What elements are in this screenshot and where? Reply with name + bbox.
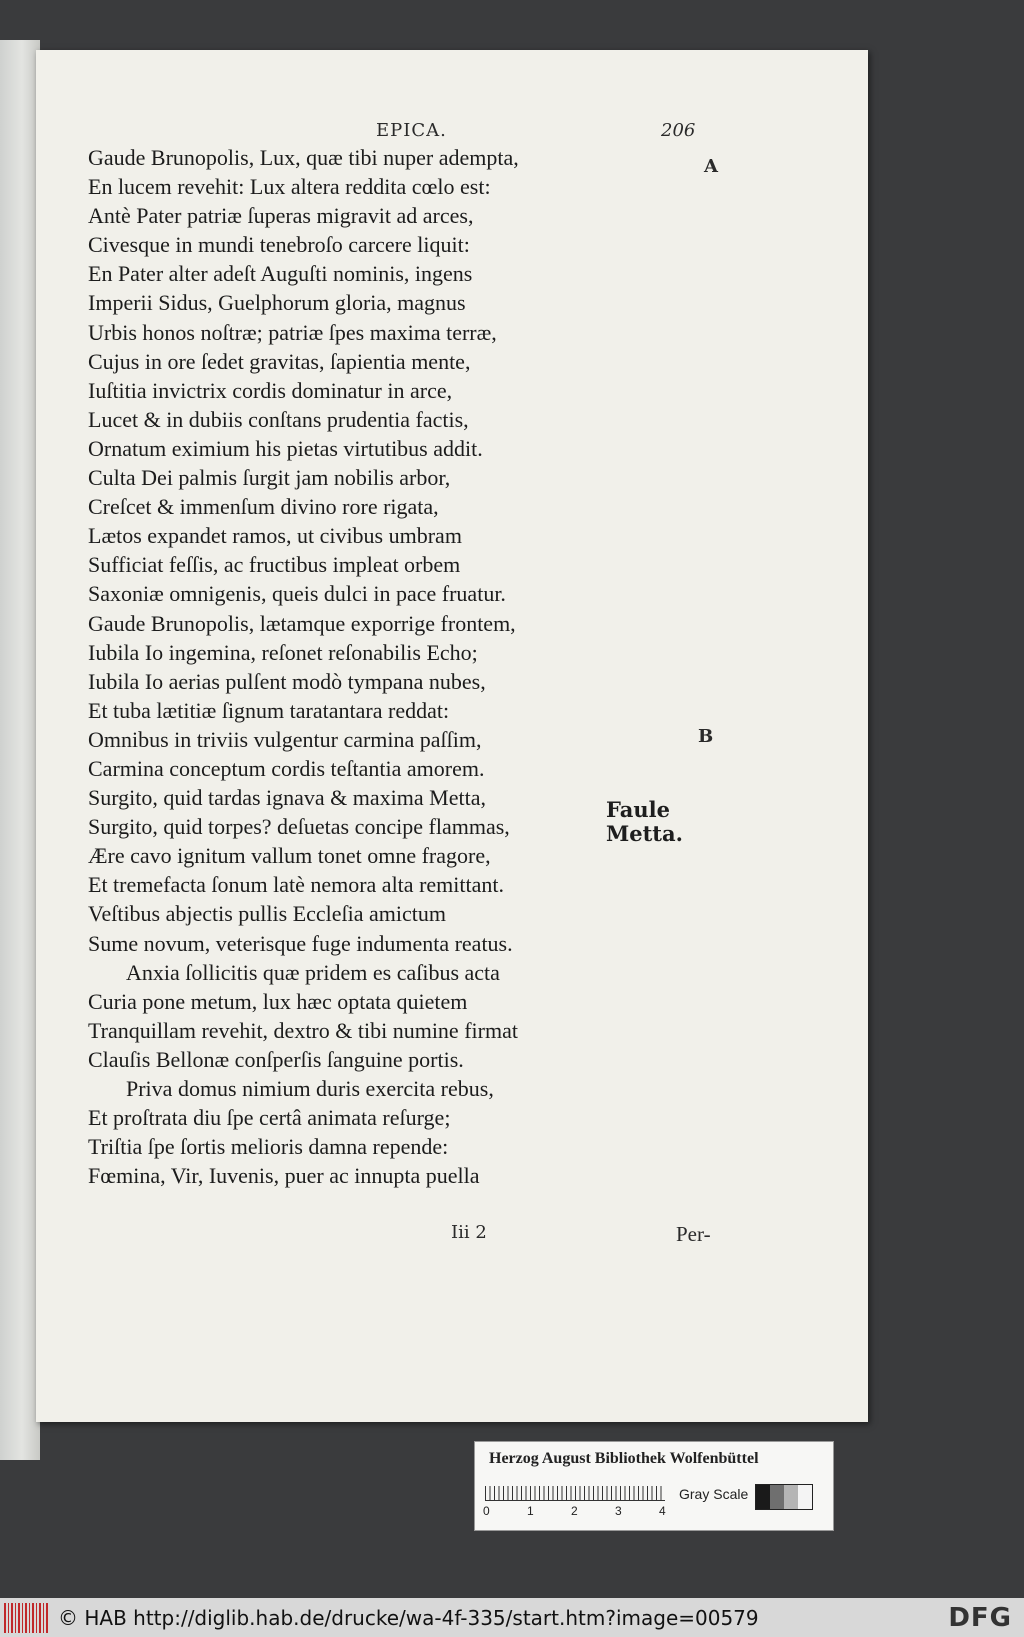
ruler <box>485 1486 665 1501</box>
verse-line: Imperii Sidus, Guelphorum gloria, magnus <box>88 290 466 316</box>
hab-logo-icon <box>4 1603 50 1633</box>
verse-line: Gaude Brunopolis, Lux, quæ tibi nuper adempta, <box>88 145 519 170</box>
verse-line: Omnibus in triviis vulgentur carmina paſſim, <box>88 726 482 752</box>
ruler-number: 4 <box>659 1504 666 1518</box>
verse-text <box>88 143 648 1190</box>
adjacent-page-edge <box>0 40 40 1460</box>
margin-gloss-line-1: Faule <box>606 797 670 822</box>
verse-line: Sume novum, veterisque fuge indumenta reatus. <box>88 930 513 956</box>
verse-line: Ære cavo ignitum vallum tonet omne fragore, <box>88 843 491 869</box>
footer-bar <box>0 1598 1024 1637</box>
verse-line: Et tuba lætitiæ ſignum taratantara reddat: <box>88 697 450 723</box>
gray-scale-label: Gray Scale <box>679 1486 749 1502</box>
verse-line: Curia pone metum, lux hæc optata quietem <box>88 988 468 1014</box>
verse-line: Surgito, quid tardas ignava & maxima Metta, <box>88 785 486 811</box>
verse-line: Antè Pater patriæ ſuperas migravit ad arces, <box>88 203 474 229</box>
gray-swatch-step <box>770 1485 784 1509</box>
verse-line: Veſtibus abjectis pullis Eccleſia amictum <box>88 901 447 927</box>
ruler-number: 3 <box>615 1504 622 1518</box>
verse-line: Surgito, quid torpes? deſuetas concipe flammas, <box>88 814 510 840</box>
verse-line: Ornatum eximium his pietas virtutibus addit. <box>88 435 483 461</box>
gray-scale-swatch <box>755 1484 813 1510</box>
verse-line: Tranquillam revehit, dextro & tibi numine firmat <box>88 1017 518 1043</box>
verse-line: Carmina conceptum cordis teſtantia amorem. <box>88 755 485 781</box>
catchword: Per- <box>676 1222 711 1246</box>
verse-line: Urbis honos noſtræ; patriæ ſpes maxima terræ, <box>88 319 497 345</box>
book-page <box>36 50 868 1422</box>
signature-mark: Iii 2 <box>451 1222 487 1243</box>
verse-line: Et tremefacta ſonum latè nemora alta remittant. <box>88 872 504 898</box>
dfg-logo: DFG <box>948 1602 1012 1633</box>
ruler-number: 1 <box>527 1504 534 1518</box>
folio-number: 206 <box>661 120 696 141</box>
copyright-url[interactable]: © HAB http://diglib.hab.de/drucke/wa-4f-335/start.htm?image=00579 <box>58 1605 759 1630</box>
verse-line: Cujus in ore ſedet gravitas, ſapientia mente, <box>88 348 471 374</box>
verse-line: Priva domus nimium duris exercita rebus, <box>126 1076 494 1101</box>
margin-gloss-line-2: Metta. <box>606 821 683 846</box>
ruler-number: 2 <box>571 1504 578 1518</box>
verse-line: Anxia ſollicitis quæ pridem es caſibus acta <box>126 959 500 985</box>
gray-swatch-step <box>798 1485 812 1509</box>
verse-line: Iubila Io aerias pulſent modò tympana nubes, <box>88 668 486 694</box>
verse-line: Iuſtitia invictrix cordis dominatur in arce, <box>88 377 453 403</box>
verse-line: En lucem revehit: Lux altera reddita cœlo est: <box>88 174 491 200</box>
verse-line: Culta Dei palmis ſurgit jam nobilis arbor, <box>88 465 451 491</box>
verse-line: Creſcet & immenſum divino rore rigata, <box>88 494 439 520</box>
library-name: Herzog August Bibliothek Wolfenbüttel <box>489 1450 759 1467</box>
verse-line: Fœmina, Vir, Iuvenis, puer ac innupta puella <box>88 1163 480 1189</box>
verse-line: Civesque in mundi tenebroſo carcere liquit: <box>88 232 470 258</box>
verse-line: Et proſtrata diu ſpe certâ animata reſurge; <box>88 1105 451 1131</box>
gray-swatch-step <box>756 1485 770 1509</box>
verse-line: Saxoniæ omnigenis, queis dulci in pace fruatur. <box>88 581 506 607</box>
verse-line: Gaude Brunopolis, lætamque exporrige frontem, <box>88 610 516 636</box>
verse-line: Iubila Io ingemina, reſonet reſonabilis Echo; <box>88 639 478 665</box>
gray-swatch-step <box>784 1485 798 1509</box>
verse-line: Clauſis Bellonæ conſperſis ſanguine portis. <box>88 1046 464 1072</box>
section-marker-a: A <box>704 156 718 177</box>
section-marker-b: B <box>698 726 714 747</box>
verse-line: Triſtia ſpe ſortis melioris damna repende: <box>88 1134 449 1160</box>
verse-line: En Pater alter adeſt Auguſti nominis, ingens <box>88 261 473 287</box>
running-head: EPICA. <box>376 120 447 141</box>
verse-line: Lætos expandet ramos, ut civibus umbram <box>88 523 462 549</box>
ruler-number: 0 <box>483 1504 490 1518</box>
verse-line: Sufficiat feſſis, ac fructibus impleat orbem <box>88 552 461 578</box>
verse-line: Lucet & in dubiis conſtans prudentia factis, <box>88 406 469 432</box>
color-scale-card <box>474 1441 834 1531</box>
